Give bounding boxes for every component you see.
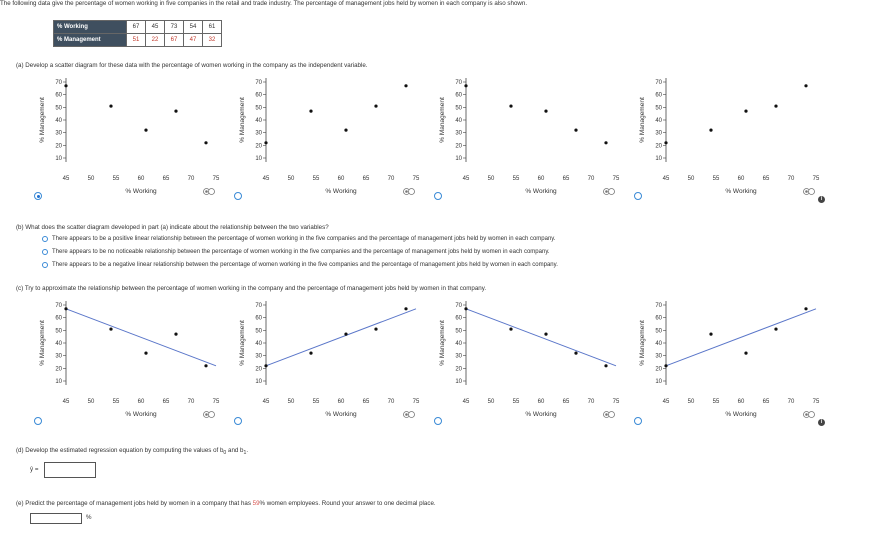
part-e-suffix: % women employees. Round your answer to one decimal place. bbox=[259, 500, 436, 507]
x-tick-label: 65 bbox=[562, 176, 570, 182]
regression-equation-input[interactable] bbox=[44, 462, 96, 478]
zoom-icon[interactable] bbox=[203, 187, 215, 196]
y-tick-label: 30 bbox=[655, 130, 662, 137]
part-d-end: . bbox=[246, 447, 249, 454]
x-tick-label: 65 bbox=[762, 399, 770, 405]
sub-zero: 0 bbox=[223, 450, 227, 457]
y-tick-label: 30 bbox=[455, 130, 462, 137]
option-negative[interactable] bbox=[42, 262, 558, 268]
x-axis-label: % Working bbox=[325, 411, 357, 418]
zoom-icon[interactable] bbox=[603, 410, 615, 419]
radio-button[interactable] bbox=[42, 249, 48, 255]
x-tick-label: 60 bbox=[737, 176, 745, 182]
x-tick-label: 55 bbox=[712, 176, 720, 182]
chart-option-radio-a4[interactable] bbox=[634, 192, 642, 200]
y-tick-label: 60 bbox=[455, 92, 462, 99]
data-point bbox=[109, 104, 112, 107]
x-tick-label: 50 bbox=[87, 176, 95, 182]
option-none[interactable] bbox=[42, 249, 550, 255]
zoom-icon[interactable] bbox=[403, 410, 415, 419]
x-tick-label: 50 bbox=[287, 176, 295, 182]
x-tick-label: 75 bbox=[212, 399, 220, 405]
y-tick-label: 70 bbox=[455, 80, 462, 86]
data-point bbox=[344, 129, 347, 132]
y-axis-label: % Management bbox=[39, 320, 46, 366]
y-tick-label: 10 bbox=[255, 156, 262, 162]
data-point bbox=[374, 327, 377, 330]
x-tick-label: 70 bbox=[787, 176, 795, 182]
zoom-icon[interactable] bbox=[203, 410, 215, 419]
table-cell: 45 bbox=[146, 21, 165, 34]
y-axis-label: % Management bbox=[639, 97, 646, 143]
chart-option-radio-a3[interactable] bbox=[434, 192, 442, 200]
y-tick-label: 30 bbox=[455, 353, 462, 360]
scatter-chart-c4 bbox=[628, 297, 824, 433]
x-tick-label: 45 bbox=[262, 176, 270, 182]
data-point bbox=[544, 110, 547, 113]
part-d-question bbox=[16, 447, 248, 456]
option-label: There appears to be a negative linear relationship between the percentage of women working in the five companies and the percentage of management jobs held by women in each company. bbox=[52, 262, 558, 268]
x-tick-label: 75 bbox=[412, 176, 420, 182]
y-tick-label: 40 bbox=[255, 341, 262, 347]
x-tick-label: 45 bbox=[662, 176, 670, 182]
x-axis-label: % Working bbox=[125, 411, 157, 418]
sub-one: 1 bbox=[243, 450, 247, 457]
x-tick-label: 55 bbox=[312, 176, 320, 182]
y-tick-label: 60 bbox=[455, 315, 462, 322]
data-point bbox=[64, 307, 67, 310]
y-tick-label: 60 bbox=[255, 92, 262, 99]
regression-line bbox=[266, 309, 416, 366]
data-point bbox=[804, 84, 807, 87]
y-axis-label: % Management bbox=[439, 320, 446, 366]
y-axis-label: % Management bbox=[239, 320, 246, 366]
y-tick-label: 40 bbox=[55, 118, 62, 124]
x-tick-label: 70 bbox=[587, 399, 595, 405]
y-tick-label: 20 bbox=[255, 366, 262, 373]
radio-button[interactable] bbox=[42, 236, 48, 242]
x-tick-label: 60 bbox=[537, 176, 545, 182]
x-tick-label: 70 bbox=[187, 176, 195, 182]
y-tick-label: 10 bbox=[255, 379, 262, 385]
y-tick-label: 70 bbox=[455, 303, 462, 309]
part-d-text: (d) Develop the estimated regression equation by computing the values of b bbox=[16, 447, 224, 454]
data-point bbox=[174, 110, 177, 113]
data-point bbox=[404, 84, 407, 87]
data-point bbox=[404, 307, 407, 310]
y-axis-label: % Management bbox=[39, 97, 46, 143]
x-tick-label: 55 bbox=[712, 399, 720, 405]
data-point bbox=[109, 327, 112, 330]
y-tick-label: 40 bbox=[655, 341, 662, 347]
scatter-chart-a4 bbox=[628, 74, 824, 210]
y-tick-label: 30 bbox=[655, 353, 662, 360]
scatter-chart-c3 bbox=[428, 297, 624, 433]
y-tick-label: 20 bbox=[55, 366, 62, 373]
y-tick-label: 50 bbox=[655, 105, 662, 112]
y-tick-label: 60 bbox=[655, 92, 662, 99]
y-tick-label: 50 bbox=[55, 328, 62, 335]
row-label: % Working bbox=[54, 21, 127, 34]
zoom-icon[interactable] bbox=[803, 187, 815, 196]
y-tick-label: 40 bbox=[655, 118, 662, 124]
x-axis-label: % Working bbox=[125, 188, 157, 195]
radio-button[interactable] bbox=[42, 262, 48, 268]
part-d-and: and b bbox=[226, 447, 244, 454]
x-tick-label: 50 bbox=[687, 399, 695, 405]
chart-option-radio-c3[interactable] bbox=[434, 417, 442, 425]
y-tick-label: 50 bbox=[455, 328, 462, 335]
y-tick-label: 30 bbox=[55, 353, 62, 360]
data-point bbox=[544, 333, 547, 336]
data-point bbox=[604, 141, 607, 144]
y-tick-label: 70 bbox=[55, 303, 62, 309]
y-tick-label: 40 bbox=[55, 341, 62, 347]
y-tick-label: 10 bbox=[655, 379, 662, 385]
x-tick-label: 65 bbox=[162, 399, 170, 405]
y-tick-label: 70 bbox=[55, 80, 62, 86]
data-point bbox=[309, 352, 312, 355]
x-tick-label: 75 bbox=[612, 176, 620, 182]
x-axis-label: % Working bbox=[725, 188, 757, 195]
data-point bbox=[574, 352, 577, 355]
part-a-question: (a) Develop a scatter diagram for these data with the percentage of women working in the company as the independent variable. bbox=[16, 62, 368, 69]
chart-option-radio-c1[interactable] bbox=[34, 417, 42, 425]
data-point bbox=[144, 129, 147, 132]
x-tick-label: 45 bbox=[662, 399, 670, 405]
x-tick-label: 65 bbox=[362, 176, 370, 182]
table-cell: 22 bbox=[146, 34, 165, 47]
x-axis-label: % Working bbox=[525, 411, 557, 418]
table-cell: 47 bbox=[184, 34, 203, 47]
y-tick-label: 70 bbox=[255, 303, 262, 309]
table-cell: 32 bbox=[203, 34, 222, 47]
x-tick-label: 50 bbox=[687, 176, 695, 182]
x-tick-label: 60 bbox=[737, 399, 745, 405]
data-point bbox=[344, 333, 347, 336]
x-tick-label: 70 bbox=[387, 176, 395, 182]
y-tick-label: 10 bbox=[655, 156, 662, 162]
y-tick-label: 20 bbox=[255, 143, 262, 150]
x-tick-label: 55 bbox=[112, 399, 120, 405]
table-cell: 61 bbox=[203, 21, 222, 34]
x-axis-label: % Working bbox=[525, 188, 557, 195]
data-point bbox=[464, 84, 467, 87]
data-point bbox=[664, 364, 667, 367]
x-tick-label: 45 bbox=[62, 399, 70, 405]
scatter-chart-c2 bbox=[228, 297, 424, 433]
x-tick-label: 50 bbox=[487, 399, 495, 405]
data-point bbox=[309, 110, 312, 113]
data-point bbox=[174, 333, 177, 336]
y-tick-label: 10 bbox=[55, 156, 62, 162]
y-axis-label: % Management bbox=[639, 320, 646, 366]
x-tick-label: 50 bbox=[287, 399, 295, 405]
scatter-chart-a1 bbox=[28, 74, 224, 210]
y-tick-label: 70 bbox=[255, 80, 262, 86]
x-tick-label: 60 bbox=[137, 399, 145, 405]
x-tick-label: 75 bbox=[812, 176, 820, 182]
prediction-input[interactable] bbox=[30, 513, 82, 524]
x-tick-label: 45 bbox=[462, 176, 470, 182]
data-point bbox=[509, 327, 512, 330]
y-tick-label: 60 bbox=[255, 315, 262, 322]
x-tick-label: 60 bbox=[537, 399, 545, 405]
x-tick-label: 65 bbox=[162, 176, 170, 182]
y-tick-label: 60 bbox=[55, 315, 62, 322]
part-e-value: 59 bbox=[252, 500, 260, 507]
data-point bbox=[744, 110, 747, 113]
x-tick-label: 70 bbox=[187, 399, 195, 405]
part-b-question: (b) What does the scatter diagram developed in part (a) indicate about the relationship between the two variables? bbox=[16, 224, 329, 231]
x-tick-label: 50 bbox=[487, 176, 495, 182]
part-e-text: (e) Predict the percentage of management jobs held by women in a company that has bbox=[16, 500, 253, 507]
data-point bbox=[664, 141, 667, 144]
x-tick-label: 65 bbox=[362, 399, 370, 405]
zoom-icon[interactable] bbox=[803, 410, 815, 419]
data-point bbox=[144, 352, 147, 355]
y-axis-label: % Management bbox=[239, 97, 246, 143]
zoom-icon[interactable] bbox=[403, 187, 415, 196]
y-tick-label: 10 bbox=[455, 156, 462, 162]
x-tick-label: 55 bbox=[512, 176, 520, 182]
data-point bbox=[774, 327, 777, 330]
y-tick-label: 30 bbox=[255, 130, 262, 137]
y-tick-label: 60 bbox=[655, 315, 662, 322]
table-row bbox=[54, 34, 222, 47]
info-icon[interactable]: i bbox=[818, 196, 825, 203]
y-tick-label: 70 bbox=[655, 303, 662, 309]
yhat-label: ŷ = bbox=[30, 466, 39, 473]
y-tick-label: 30 bbox=[255, 353, 262, 360]
x-tick-label: 55 bbox=[312, 399, 320, 405]
data-point bbox=[374, 104, 377, 107]
y-tick-label: 50 bbox=[255, 105, 262, 112]
y-tick-label: 40 bbox=[455, 341, 462, 347]
data-point bbox=[744, 352, 747, 355]
row-label: % Management bbox=[54, 34, 127, 47]
data-point bbox=[709, 129, 712, 132]
y-tick-label: 50 bbox=[655, 328, 662, 335]
chart-option-radio-a2[interactable] bbox=[234, 192, 242, 200]
scatter-chart-a3 bbox=[428, 74, 624, 210]
data-point bbox=[509, 104, 512, 107]
x-tick-label: 75 bbox=[212, 176, 220, 182]
y-tick-label: 20 bbox=[455, 366, 462, 373]
x-tick-label: 65 bbox=[562, 399, 570, 405]
y-axis-label: % Management bbox=[439, 97, 446, 143]
intro-text: The following data give the percentage of women working in five companies in the retail and trade industry. The percentage of management jobs held by women in each company is also shown. bbox=[0, 0, 528, 7]
y-tick-label: 20 bbox=[655, 143, 662, 150]
data-table bbox=[53, 20, 222, 47]
y-tick-label: 40 bbox=[455, 118, 462, 124]
y-tick-label: 50 bbox=[255, 328, 262, 335]
data-point bbox=[64, 84, 67, 87]
option-label: There appears to be a positive linear relationship between the percentage of women working in the five companies and the percentage of management jobs held by women in each company. bbox=[52, 236, 556, 242]
y-tick-label: 70 bbox=[655, 80, 662, 86]
y-tick-label: 50 bbox=[455, 105, 462, 112]
x-tick-label: 45 bbox=[462, 399, 470, 405]
data-point bbox=[264, 364, 267, 367]
x-tick-label: 65 bbox=[762, 176, 770, 182]
regression-line bbox=[666, 309, 816, 366]
x-tick-label: 60 bbox=[337, 399, 345, 405]
part-c-question: (c) Try to approximate the relationship between the percentage of women working in the company and the percentage of management jobs held by women in that company. bbox=[16, 285, 487, 292]
scatter-chart-c1 bbox=[28, 297, 224, 433]
x-axis-label: % Working bbox=[725, 411, 757, 418]
data-point bbox=[604, 364, 607, 367]
zoom-icon[interactable] bbox=[603, 187, 615, 196]
y-tick-label: 20 bbox=[455, 143, 462, 150]
option-positive[interactable] bbox=[42, 236, 556, 242]
table-cell: 67 bbox=[127, 21, 146, 34]
x-tick-label: 55 bbox=[512, 399, 520, 405]
chart-option-radio-c4[interactable] bbox=[634, 417, 642, 425]
table-cell: 73 bbox=[165, 21, 184, 34]
x-tick-label: 50 bbox=[87, 399, 95, 405]
chart-option-radio-a1[interactable] bbox=[34, 192, 42, 200]
x-tick-label: 70 bbox=[787, 399, 795, 405]
option-label: There appears to be no noticeable relationship between the percentage of women working in the five companies and the percentage of management jobs held by women in each company. bbox=[52, 249, 550, 255]
y-tick-label: 10 bbox=[455, 379, 462, 385]
x-tick-label: 70 bbox=[387, 399, 395, 405]
data-point bbox=[709, 333, 712, 336]
x-tick-label: 45 bbox=[262, 399, 270, 405]
table-row bbox=[54, 21, 222, 34]
data-point bbox=[264, 141, 267, 144]
data-point bbox=[774, 104, 777, 107]
x-tick-label: 45 bbox=[62, 176, 70, 182]
data-point bbox=[464, 307, 467, 310]
info-icon[interactable]: i bbox=[818, 419, 825, 426]
x-tick-label: 75 bbox=[812, 399, 820, 405]
part-e-question bbox=[16, 500, 436, 507]
x-axis-label: % Working bbox=[325, 188, 357, 195]
y-tick-label: 30 bbox=[55, 130, 62, 137]
scatter-chart-a2 bbox=[228, 74, 424, 210]
table-cell: 51 bbox=[127, 34, 146, 47]
table-cell: 67 bbox=[165, 34, 184, 47]
percent-unit: % bbox=[86, 514, 92, 521]
x-tick-label: 60 bbox=[137, 176, 145, 182]
data-point bbox=[204, 364, 207, 367]
y-tick-label: 50 bbox=[55, 105, 62, 112]
chart-option-radio-c2[interactable] bbox=[234, 417, 242, 425]
regression-line bbox=[66, 309, 216, 366]
regression-line bbox=[466, 309, 616, 366]
y-tick-label: 60 bbox=[55, 92, 62, 99]
x-tick-label: 75 bbox=[612, 399, 620, 405]
data-point bbox=[204, 141, 207, 144]
y-tick-label: 20 bbox=[655, 366, 662, 373]
y-tick-label: 20 bbox=[55, 143, 62, 150]
x-tick-label: 60 bbox=[337, 176, 345, 182]
y-tick-label: 40 bbox=[255, 118, 262, 124]
data-point bbox=[804, 307, 807, 310]
x-tick-label: 75 bbox=[412, 399, 420, 405]
y-tick-label: 10 bbox=[55, 379, 62, 385]
data-point bbox=[574, 129, 577, 132]
table-cell: 54 bbox=[184, 21, 203, 34]
x-tick-label: 70 bbox=[587, 176, 595, 182]
x-tick-label: 55 bbox=[112, 176, 120, 182]
